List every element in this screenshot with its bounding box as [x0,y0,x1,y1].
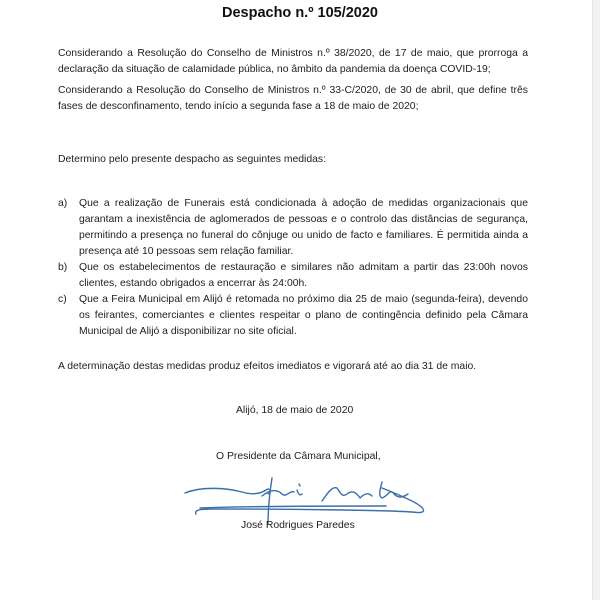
signatory-name: José Rodrigues Paredes [241,520,355,531]
document-title: Despacho n.º 105/2020 [221,5,379,21]
measure-marker: a) [58,198,68,209]
considerando-2: Considerando a Resolução do Conselho de Ministros n.º 33-C/2020, de 30 de abril, que define três fases de desconfinamento, tendo início a segunda fase a 18 de maio de 2020; [58,85,528,112]
measure-marker: c) [58,294,67,305]
considerando-1: Considerando a Resolução do Conselho de Ministros n.º 38/2020, de 17 de maio, que prorroga a declaração da situação de calamidade pública, no âmbito da pandemia da doença COVID-19; [58,48,528,75]
measure-text: Que a Feira Municipal em Alijó é retomada no próximo dia 25 de maio (segunda-feira), devendo os feirantes, comerciantes e clientes respeitar o plano de contingência definido pela Câmara Municipal de Alijó a disponibilizar no site oficial. [79,294,528,337]
closing-text: A determinação destas medidas produz efeitos imediatos e vigorará até ao dia 31 de maio. [58,361,477,372]
page-edge [592,0,600,600]
place-date: Alijó, 18 de maio de 2020 [236,405,354,416]
intro-text: Determino pelo presente despacho as seguintes medidas: [58,154,327,165]
measure-text: Que os estabelecimentos de restauração e similares não admitam a partir das 23:00h novos clientes, estando obrigados a encerrar às 24:00h. [79,262,528,289]
measure-b [58,260,528,292]
measure-text: Que a realização de Funerais está condicionada à adoção de medidas organizacionais que garantam a inexistência de aglomerados de pessoas e o controlo das distâncias de segurança, permitindo a presença no funeral do cônjuge ou unido de facto e familiares. É permitida ainda a presença até 10 pessoas sem relação familiar. [79,198,528,257]
signatory-role: O Presidente da Câmara Municipal, [216,451,381,462]
measure-a [58,196,528,260]
measure-marker: b) [58,262,68,273]
measure-c [58,292,528,340]
